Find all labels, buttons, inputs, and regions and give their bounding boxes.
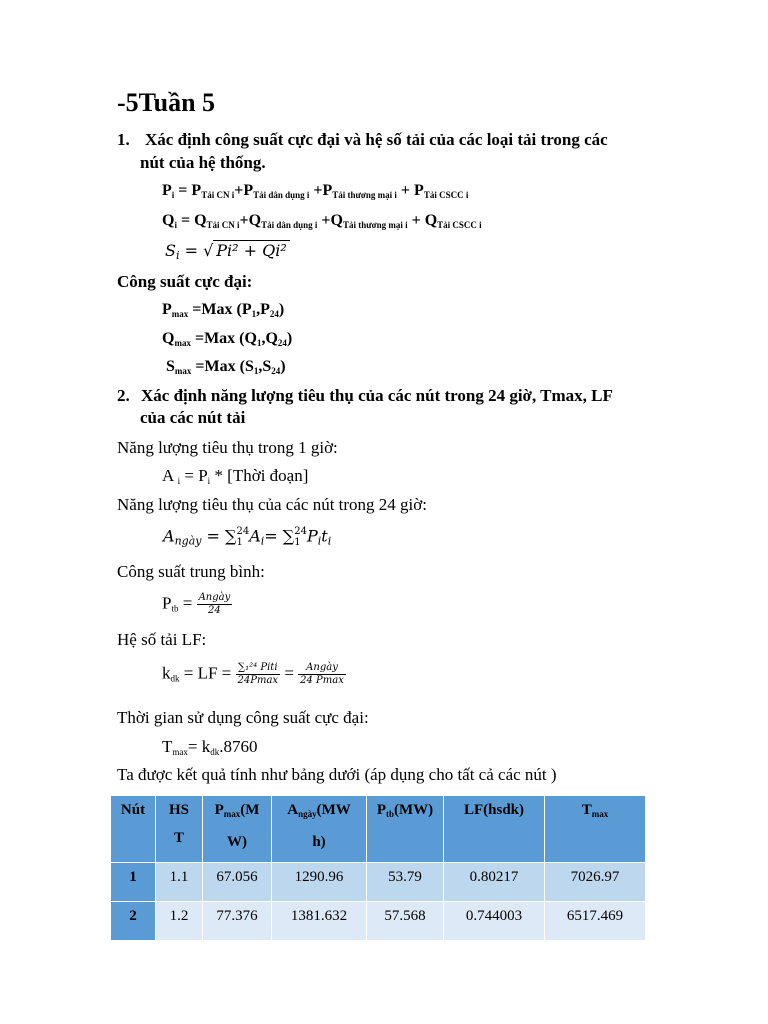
energy-24h-label: Năng lượng tiêu thụ của các nút trong 24 giờ: [117, 495, 427, 514]
table-row [111, 902, 646, 941]
cell-pmax: 67.056 [203, 863, 272, 902]
header-hst: HS T [156, 796, 203, 863]
avg-formula: $P_{tb}$ = $\frac{\text{Angày}}{24}$ [162, 592, 231, 616]
header-pmax: $P_{max}(M$ W) [203, 796, 272, 863]
lf-label: Hệ số tải LF: [117, 630, 207, 649]
cell-lf: 0.80217 [444, 863, 545, 902]
cell-angay: 1290.96 [272, 863, 367, 902]
results-table [110, 795, 646, 941]
header-ptb: $P_{tb}(MW)$ [367, 796, 444, 863]
cell-lf: 0.744003 [444, 902, 545, 941]
section1-number: 1. [117, 130, 130, 149]
cell-ptb: 57.568 [367, 902, 444, 941]
table-row [111, 863, 646, 902]
s-formula: Si = √ Pi² + Qi² [165, 240, 290, 262]
tmax-formula: $T_{max}= k_{dk}.8760$ [162, 737, 258, 757]
smax-formula: $S_{max} =Max$ $(S_1,S_{24})$ [166, 358, 286, 376]
energy-24h-formula: Angày = ∑ 24 1 Ai= ∑ 24 1 Piti [163, 526, 332, 548]
cell-hst: 1.2 [156, 902, 203, 941]
cell-ptb: 53.79 [367, 863, 444, 902]
header-tmax: $T_{max}$ [545, 796, 646, 863]
cell-pmax: 77.376 [203, 902, 272, 941]
q-formula: $Q_i = Q_{Tải CN i}+Q_{Tải dân dụng i} +Q_{Tải thương mại i} + Q_{Tải CSCC i}$ [162, 212, 482, 230]
section2-heading-line2: của các nút tải [140, 408, 246, 427]
section1-heading-line1: Xác định công suất cực đại và hệ số tải của các loại tải trong các [145, 130, 608, 149]
tmax-label: Thời gian sử dụng công suất cực đại: [117, 708, 369, 727]
header-lf: LF(hsdk) [444, 796, 545, 863]
cell-angay: 1381.632 [272, 902, 367, 941]
result-text: Ta được kết quả tính như bảng dưới (áp dụng cho tất cả các nút ) [117, 765, 557, 784]
header-angay: $A_{ngày}(MW$ h) [272, 796, 367, 863]
energy-1h-formula: A $_i = P_i$ * [Thời đoạn] [162, 466, 309, 486]
lf-formula: $k_{dk}$ = LF = $\frac{\text{∑₁²⁴ Piti}}{24Pmax}$ = $\frac{\text{Angày}}{24 Pmax}$ [162, 662, 344, 686]
section1-heading-line2: nút của hệ thống. [140, 153, 266, 172]
cell-tmax: 7026.97 [545, 863, 646, 902]
section2-number: 2. [117, 386, 130, 405]
qmax-formula: $Q_{max} =Max$ $(Q_1,Q_{24})$ [162, 330, 293, 348]
table-header-row [111, 796, 646, 863]
cell-nut: 1 [111, 863, 156, 902]
cell-hst: 1.1 [156, 863, 203, 902]
cell-nut: 2 [111, 902, 156, 941]
max-heading: Công suất cực đại: [117, 272, 253, 291]
energy-1h-label: Năng lượng tiêu thụ trong 1 giờ: [117, 438, 338, 457]
section2-heading-line1: Xác định năng lượng tiêu thụ của các nút trong 24 giờ, Tmax, LF [141, 386, 613, 405]
p-formula: $P_i = P_{Tải CN i}+P_{Tải dân dụng i} +P_{Tải thương mại i} + P_{Tải CSCC i}$ [162, 182, 469, 200]
pmax-formula: $P_{max} =Max$ $(P_1,P_{24})$ [162, 301, 285, 319]
avg-label: Công suất trung bình: [117, 562, 265, 581]
page-title: -5Tuần 5 [117, 88, 216, 117]
header-nut: Nút [111, 796, 156, 863]
cell-tmax: 6517.469 [545, 902, 646, 941]
